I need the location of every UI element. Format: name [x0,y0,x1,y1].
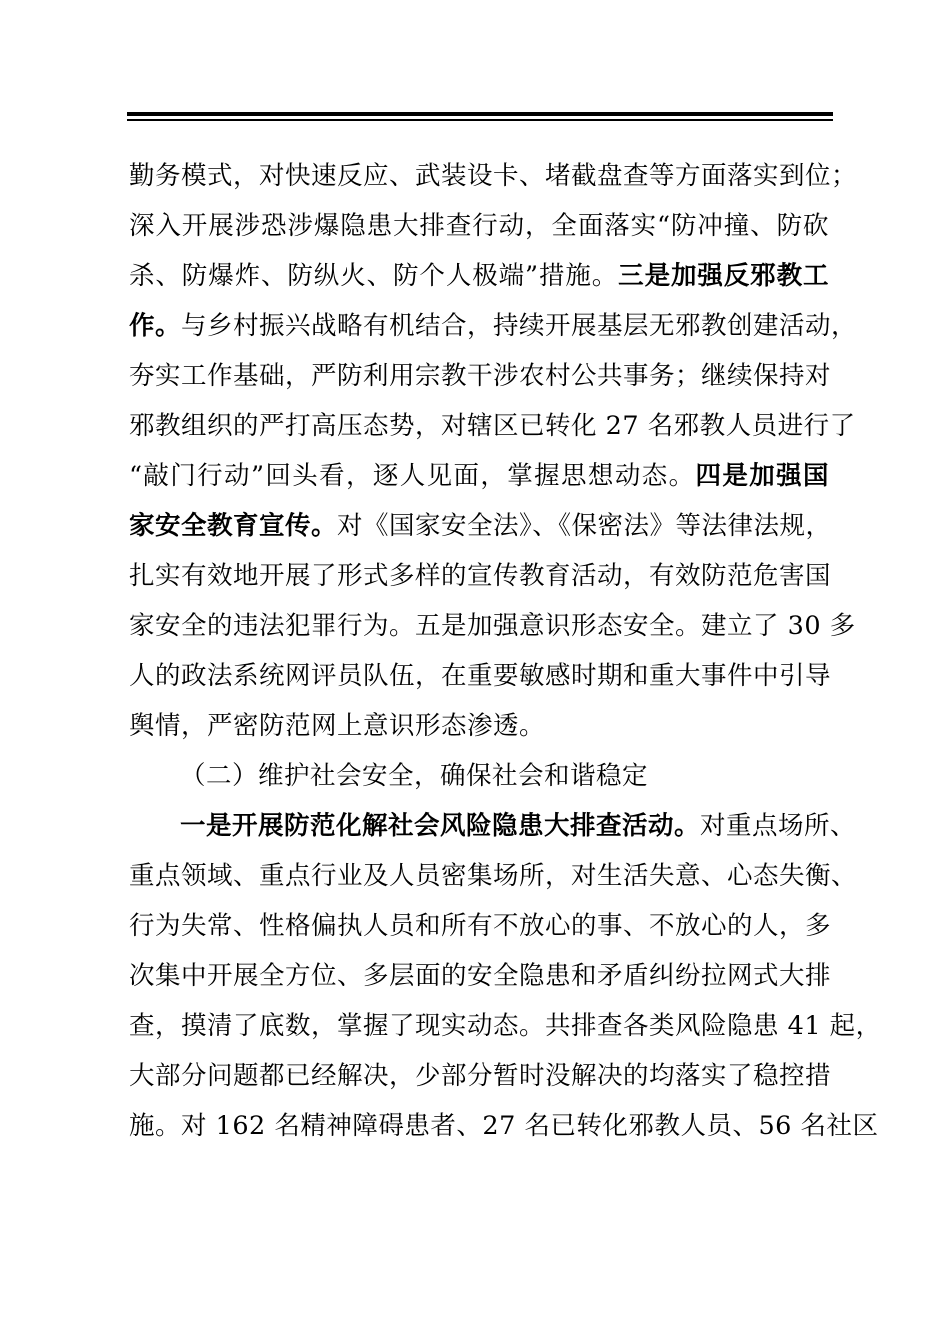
paragraph-line [129,356,832,396]
paragraph-line [129,406,856,446]
paragraph-line [129,556,832,596]
text-run: 次集中开展全方位、多层面的安全隐患和矛盾纠纷拉网式大排 [129,961,832,991]
text-run: 邪教组织的严打高压态势，对辖区已转化 27 名邪教人员进行了 [129,411,856,441]
text-run: 对《国家安全法》、《保密法》等法律法规， [337,511,832,541]
section-heading [180,756,829,796]
paragraph-line [129,656,832,696]
text-run: 深入开展涉恐涉爆隐患大排查行动，全面落实“防冲撞、防砍 [129,211,829,241]
paragraph-line [129,1056,832,1096]
bold-text-run: 家安全教育宣传。 [129,511,338,541]
text-run: 施。对 162 名精神障碍患者、27 名已转化邪教人员、56 名社区 [129,1111,879,1141]
text-run: 杀、防爆炸、防纵火、防个人极端”措施。 [129,261,619,291]
text-run: 人的政法系统网评员队伍，在重要敏感时期和重大事件中引导 [129,661,832,691]
bold-text-run: 一是开展防范化解社会风险隐患大排查活动。 [180,811,701,841]
text-run: （二）维护社会安全，确保社会和谐稳定 [180,761,649,791]
bold-text-run: 四是加强国 [695,461,829,491]
text-run: 行为失常、性格偏执人员和所有不放心的事、不放心的人，多 [129,911,832,941]
bold-text-run: 三是加强反邪教工 [618,261,829,291]
text-run: 对重点场所、 [700,811,857,841]
paragraph-line [129,456,829,496]
paragraph-line [129,506,832,546]
text-run: “敲门行动”回头看，逐人见面，掌握思想动态。 [129,461,696,491]
paragraph-line [129,956,832,996]
text-run: 与乡村振兴战略有机结合，持续开展基层无邪教创建活动， [181,311,858,341]
text-run: 勤务模式，对快速反应、武装设卡、堵截盘查等方面落实到位； [129,161,858,191]
header-rule-thin [127,119,833,121]
paragraph-line [129,906,832,946]
text-run: 家安全的违法犯罪行为。五是加强意识形态安全。建立了 30 多 [129,611,856,641]
text-run: 扎实有效地开展了形式多样的宣传教育活动，有效防范危害国 [129,561,832,591]
paragraph-line [129,1106,879,1146]
paragraph-line [129,606,856,646]
header-rule-thick [127,112,833,116]
paragraph-line [180,806,857,846]
text-run: 夯实工作基础，严防利用宗教干涉农村公共事务；继续保持对 [129,361,832,391]
paragraph-line [129,256,829,296]
paragraph-line [129,856,858,896]
paragraph-line [129,706,829,746]
text-run: 大部分问题都已经解决，少部分暂时没解决的均落实了稳控措 [129,1061,832,1091]
text-run: 舆情，严密防范网上意识形态渗透。 [129,711,546,741]
bold-text-run: 作。 [129,311,182,341]
paragraph-line [129,306,858,346]
paragraph-line [129,1006,882,1046]
paragraph-line [129,156,858,196]
text-run: 重点领域、重点行业及人员密集场所，对生活失意、心态失衡、 [129,861,858,891]
text-run: 查，摸清了底数，掌握了现实动态。共排查各类风险隐患 41 起， [129,1011,882,1041]
paragraph-line [129,206,829,246]
